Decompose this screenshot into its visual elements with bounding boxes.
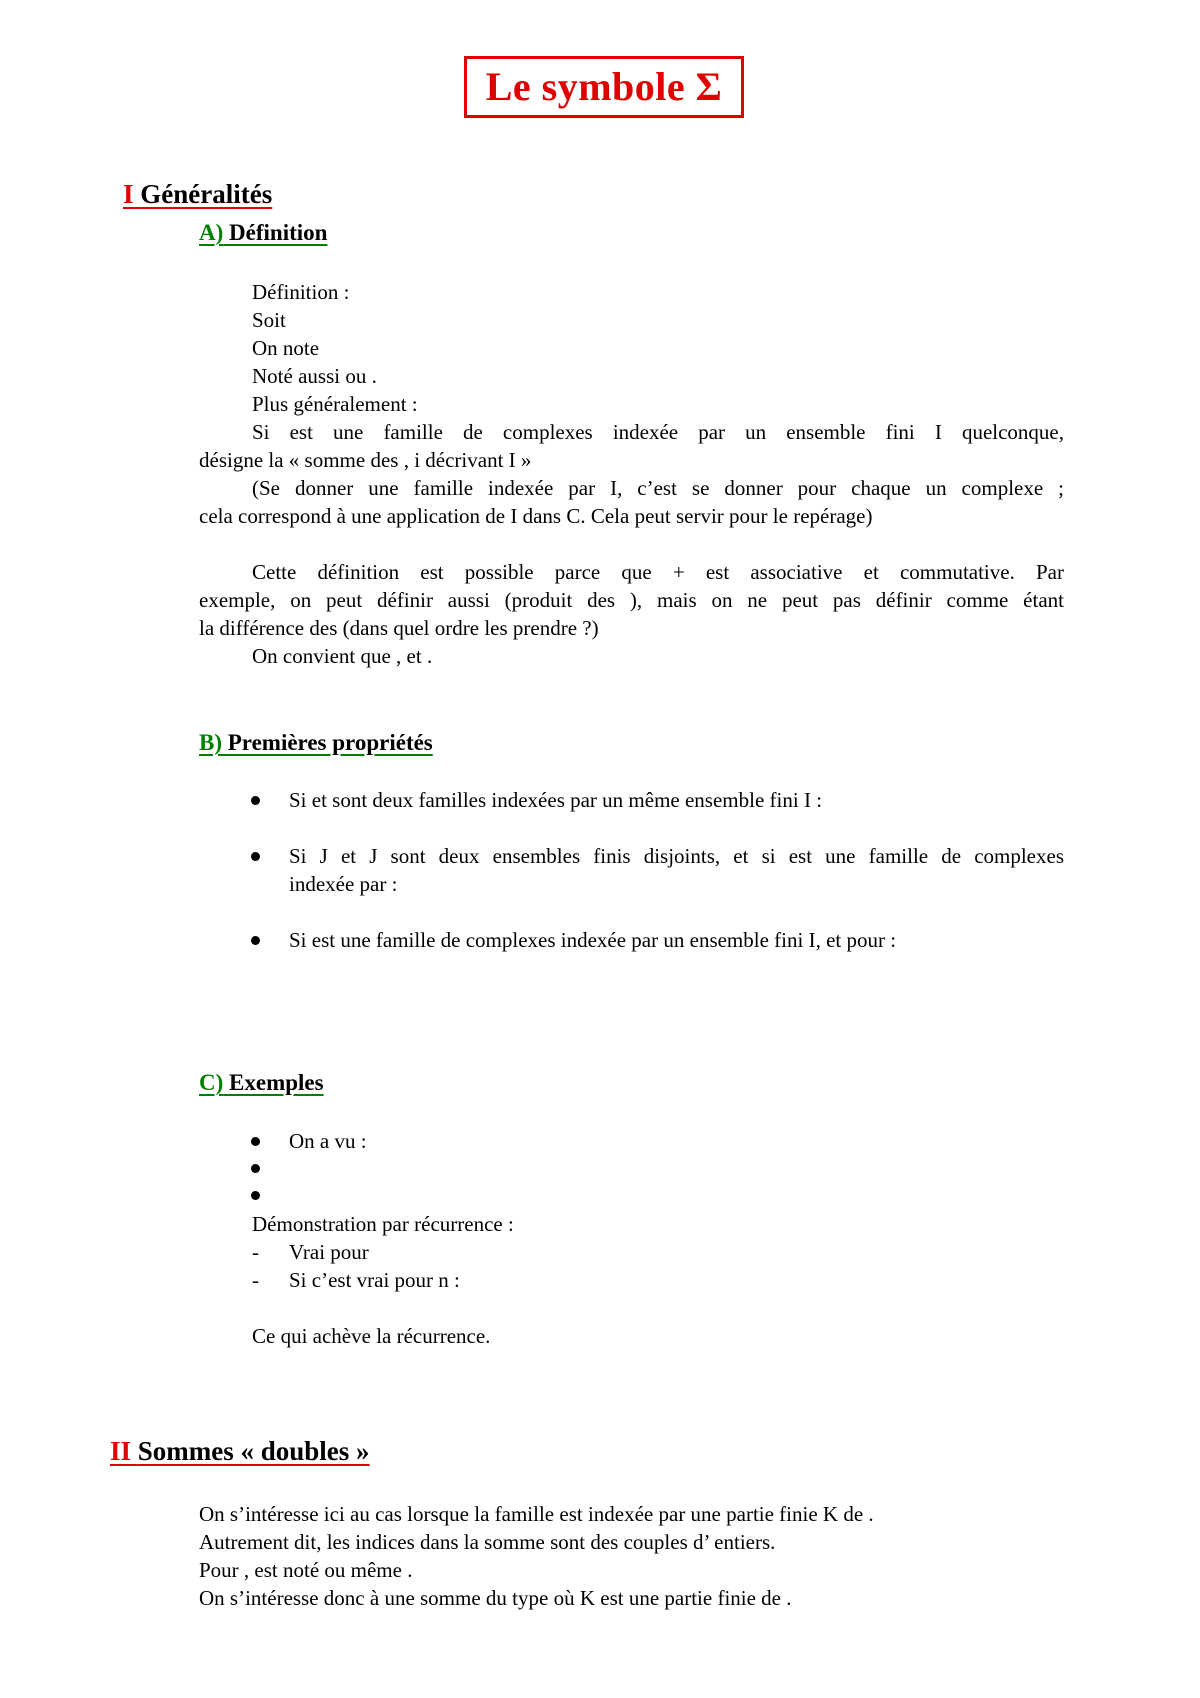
dash-marker: - bbox=[252, 1240, 259, 1264]
double-sum-line: On s’intéresse ici au cas lorsque la famille est indexée par une partie finie K de . bbox=[199, 1502, 874, 1526]
example-dash-1: Vrai pour bbox=[289, 1240, 369, 1264]
bullet-dot bbox=[251, 1164, 260, 1173]
property-bullet-2a: Si J et J sont deux ensembles finis disjoints, et si est une famille de complexes bbox=[289, 844, 1064, 868]
bullet-dot bbox=[251, 1191, 260, 1200]
subsection-b-heading bbox=[199, 729, 433, 757]
section-1-number: I bbox=[123, 179, 134, 209]
definition-paragraph-2a: (Se donner une famille indexée par I, c’est se donner pour chaque un complexe ; bbox=[252, 476, 1064, 500]
definition-paragraph-1b: désigne la « somme des , i décrivant I » bbox=[199, 448, 532, 472]
bullet-dot bbox=[251, 1137, 260, 1146]
definition-paragraph-4: On convient que , et . bbox=[252, 644, 433, 668]
example-dash-2: Si c’est vrai pour n : bbox=[289, 1268, 460, 1292]
subsection-a-number: A) bbox=[199, 220, 224, 245]
definition-line: Plus généralement : bbox=[252, 392, 418, 416]
definition-line: Noté aussi ou . bbox=[252, 364, 377, 388]
section-1-heading bbox=[123, 180, 272, 208]
subsection-a-title: Définition bbox=[229, 220, 328, 245]
property-bullet-3: Si est une famille de complexes indexée par un ensemble fini I, et pour : bbox=[289, 928, 897, 952]
definition-paragraph-2b: cela correspond à une application de I dans C. Cela peut servir pour le repérage) bbox=[199, 504, 873, 528]
section-2-number: II bbox=[110, 1436, 132, 1466]
example-conclusion: Ce qui achève la récurrence. bbox=[252, 1324, 491, 1348]
definition-paragraph-3a: Cette définition est possible parce que + est associative et commutative. Par bbox=[252, 560, 1064, 584]
section-1-title: Généralités bbox=[140, 179, 273, 209]
document-title: Le symbole Σ bbox=[464, 56, 744, 118]
example-demo-line: Démonstration par récurrence : bbox=[252, 1212, 514, 1236]
definition-paragraph-3c: la différence des (dans quel ordre les prendre ?) bbox=[199, 616, 599, 640]
bullet-dot bbox=[251, 852, 260, 861]
definition-line: Soit bbox=[252, 308, 286, 332]
definition-line: On note bbox=[252, 336, 320, 360]
double-sum-line: Pour , est noté ou même . bbox=[199, 1558, 413, 1582]
bullet-dot bbox=[251, 796, 260, 805]
subsection-b-number: B) bbox=[199, 730, 222, 755]
example-bullet-1: On a vu : bbox=[289, 1129, 367, 1153]
section-2-title: Sommes « doubles » bbox=[137, 1436, 370, 1466]
section-2-heading bbox=[110, 1437, 370, 1465]
property-bullet-2b: indexée par : bbox=[289, 872, 398, 896]
subsection-a-heading bbox=[199, 219, 327, 247]
definition-paragraph-3b: exemple, on peut définir aussi (produit des ), mais on ne peut pas définir comme étant bbox=[199, 588, 1064, 612]
double-sum-line: On s’intéresse donc à une somme du type où K est une partie finie de . bbox=[199, 1586, 792, 1610]
dash-marker: - bbox=[252, 1268, 259, 1292]
definition-line: Définition : bbox=[252, 280, 350, 304]
bullet-dot bbox=[251, 936, 260, 945]
definition-paragraph-1a: Si est une famille de complexes indexée par un ensemble fini I quelconque, bbox=[252, 420, 1064, 444]
subsection-b-title: Premières propriétés bbox=[227, 730, 433, 755]
property-bullet-1: Si et sont deux familles indexées par un même ensemble fini I : bbox=[289, 788, 823, 812]
subsection-c-heading bbox=[199, 1069, 324, 1097]
double-sum-line: Autrement dit, les indices dans la somme sont des couples d’ entiers. bbox=[199, 1530, 776, 1554]
subsection-c-title: Exemples bbox=[229, 1070, 324, 1095]
subsection-c-number: C) bbox=[199, 1070, 224, 1095]
